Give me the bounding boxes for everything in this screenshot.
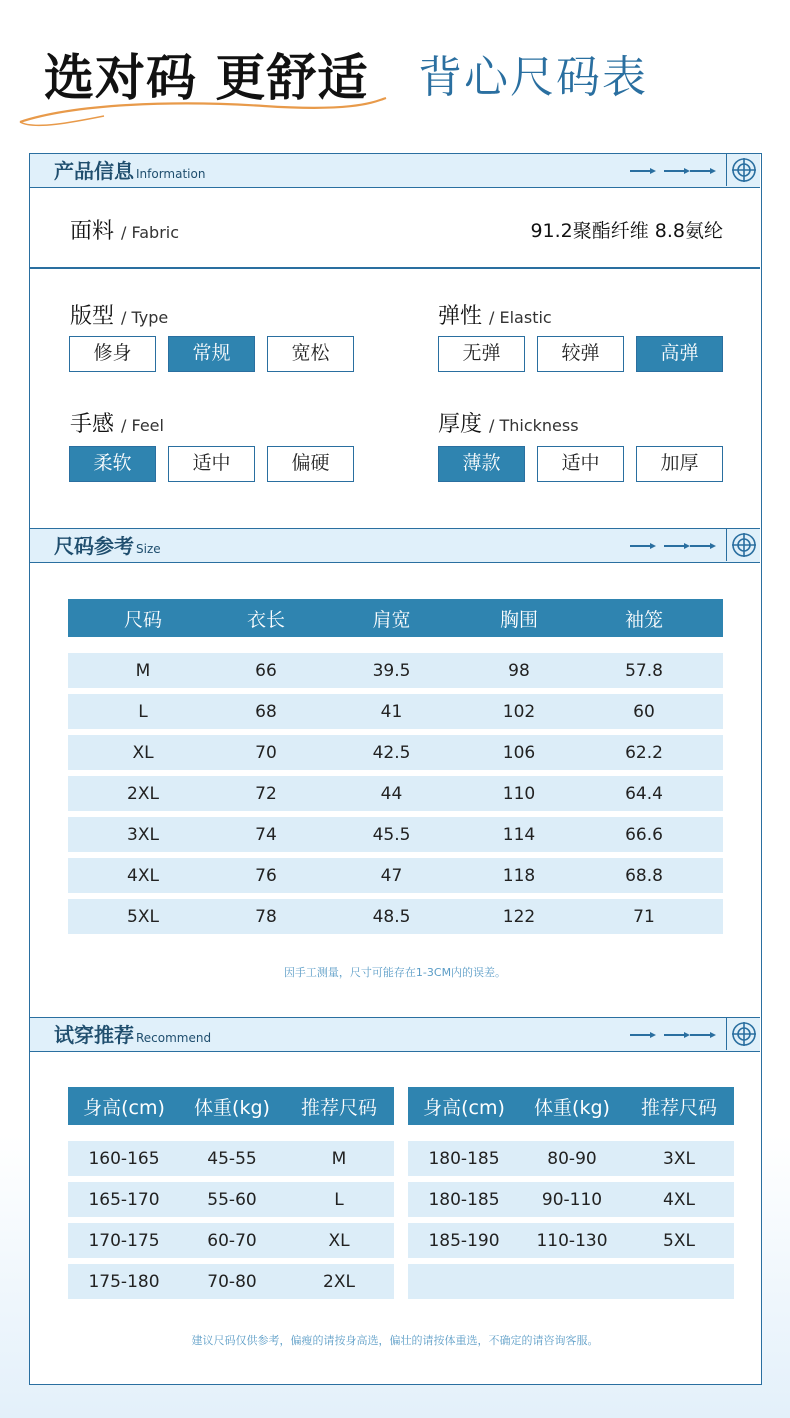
size-table-cell: L (138, 701, 148, 722)
recommend-table-cell: 180-185 (428, 1189, 500, 1210)
type-option-loose[interactable]: 宽松 (267, 336, 354, 372)
type-option-fitted[interactable]: 修身 (69, 336, 156, 372)
size-table-cell: M (135, 660, 151, 681)
size-table-cell: 60 (633, 701, 655, 722)
size-table-cell: 39.5 (372, 660, 411, 681)
size-table-cell: 106 (502, 742, 536, 763)
recommend-table-row (68, 1182, 394, 1217)
size-table-cell: 118 (502, 865, 536, 886)
recommend-table-row (68, 1264, 394, 1299)
size-table-cell: 57.8 (625, 660, 663, 681)
header-cell: 身高(cm) (423, 1096, 505, 1119)
size-table-cell: 122 (502, 906, 536, 927)
feel-option-stiff[interactable]: 偏硬 (267, 446, 354, 482)
size-table-cell: 62.2 (625, 742, 663, 763)
divider (30, 267, 760, 269)
size-table-cell: 44 (380, 783, 403, 804)
size-table-cell: 70 (255, 742, 277, 763)
recommend-table-cell: L (334, 1189, 344, 1210)
recommend-table-header-right (408, 1087, 734, 1125)
size-table-cell: 102 (502, 701, 536, 722)
size-table-cell: 5XL (127, 906, 159, 927)
size-table-cell: 42.5 (372, 742, 411, 763)
size-note: 因手工测量，尺寸可能存在1-3CM内的误差。 (283, 966, 507, 979)
header-cell: 体重(kg) (534, 1096, 610, 1119)
recommend-table-cell: 110-130 (536, 1230, 608, 1251)
size-table-cell: 4XL (127, 865, 159, 886)
header-cell: 衣长 (246, 608, 285, 631)
recommend-table-cell: 185-190 (428, 1230, 500, 1251)
size-table-cell: XL (132, 742, 154, 763)
size-table-cell: 3XL (127, 824, 159, 845)
size-table-cell: 71 (633, 906, 655, 927)
page-header (0, 0, 790, 150)
header-cell: 肩宽 (372, 608, 411, 631)
size-table-cell: 110 (502, 783, 536, 804)
size-table-cell: 66 (255, 660, 277, 681)
header-cell: 袖笼 (624, 608, 663, 631)
recommend-table-cell: M (331, 1148, 347, 1169)
size-table-cell: 45.5 (372, 824, 411, 845)
recommend-table-row (408, 1264, 734, 1299)
size-table-cell: 68 (255, 701, 277, 722)
crosshair-icon (731, 157, 757, 183)
size-table-header (68, 599, 723, 637)
size-table-cell: 78 (255, 906, 277, 927)
feel-label: 手感 / Feel (70, 412, 164, 437)
size-table-row (68, 735, 723, 770)
arrows-icon (630, 1028, 716, 1042)
elastic-option-medium[interactable]: 较弹 (537, 336, 624, 372)
size-table-row (68, 776, 723, 811)
header-cell: 推荐尺码 (300, 1096, 377, 1119)
elastic-label: 弹性 / Elastic (438, 304, 552, 329)
size-table-cell: 76 (255, 865, 277, 886)
recommend-note: 建议尺码仅供参考，偏瘦的请按身高选，偏壮的请按体重选，不确定的请咨询客服。 (191, 1334, 599, 1347)
recommend-table-cell: 80-90 (547, 1148, 597, 1169)
size-table-cell: 68.8 (625, 865, 663, 886)
section-bar-recommend (30, 1017, 760, 1052)
recommend-table-cell: 160-165 (88, 1148, 160, 1169)
header-cell: 尺码 (123, 608, 162, 631)
crosshair-icon (731, 1021, 757, 1047)
feel-option-soft[interactable]: 柔软 (69, 446, 156, 482)
recommend-table-row (68, 1141, 394, 1176)
size-table-cell: 64.4 (625, 783, 663, 804)
size-table-cell: 48.5 (372, 906, 411, 927)
swoosh-decoration (14, 92, 394, 132)
recommend-table-cell: 180-185 (428, 1148, 500, 1169)
recommend-table-cell: 55-60 (207, 1189, 257, 1210)
recommend-table-row (408, 1141, 734, 1176)
fabric-value: 91.2聚酯纤维 8.8氨纶 (530, 220, 723, 242)
size-table-cell: 74 (255, 824, 277, 845)
header-cell: 身高(cm) (83, 1096, 165, 1119)
recommend-table-cell: 175-180 (88, 1271, 160, 1292)
header-cell: 推荐尺码 (640, 1096, 717, 1119)
recommend-table-cell: XL (328, 1230, 350, 1251)
section-bar-info (30, 153, 760, 188)
size-table-row (68, 817, 723, 852)
elastic-option-high[interactable]: 高弹 (636, 336, 723, 372)
recommend-table-cell: 4XL (663, 1189, 695, 1210)
header-cell: 体重(kg) (194, 1096, 270, 1119)
thickness-option-thick[interactable]: 加厚 (636, 446, 723, 482)
recommend-table-row (68, 1223, 394, 1258)
recommend-table-cell: 45-55 (207, 1148, 257, 1169)
size-table-row (68, 653, 723, 688)
crosshair-icon (731, 532, 757, 558)
size-table-cell: 41 (380, 701, 403, 722)
header-cell: 胸围 (499, 608, 538, 631)
recommend-table-header-left (68, 1087, 394, 1125)
thickness-label: 厚度 / Thickness (438, 412, 579, 437)
elastic-option-none[interactable]: 无弹 (438, 336, 525, 372)
section-bar-size (30, 528, 760, 563)
recommend-table-cell: 170-175 (88, 1230, 160, 1251)
size-card (29, 153, 762, 1385)
crosshair-badge (726, 154, 760, 186)
recommend-table-cell: 60-70 (207, 1230, 257, 1251)
size-table-row (68, 858, 723, 893)
size-table-row (68, 694, 723, 729)
section-title-size: 尺码参考 Size (54, 534, 161, 558)
thickness-option-medium[interactable]: 适中 (537, 446, 624, 482)
size-table-cell: 72 (255, 783, 277, 804)
recommend-table-cell: 2XL (323, 1271, 355, 1292)
size-table-cell: 2XL (127, 783, 159, 804)
size-table-row (68, 899, 723, 934)
type-option-regular[interactable]: 常规 (168, 336, 255, 372)
recommend-table-cell: 3XL (663, 1148, 695, 1169)
size-table-cell: 98 (508, 660, 530, 681)
recommend-table-row (408, 1182, 734, 1217)
recommend-table-row (408, 1223, 734, 1258)
recommend-table-cell: 5XL (663, 1230, 695, 1251)
feel-option-medium[interactable]: 适中 (168, 446, 255, 482)
crosshair-badge (726, 529, 760, 561)
type-label: 版型 / Type (70, 304, 169, 329)
recommend-table-cell: 70-80 (207, 1271, 257, 1292)
size-table-cell: 66.6 (625, 824, 663, 845)
section-title-info: 产品信息 Information (54, 158, 206, 183)
size-table-cell: 114 (502, 824, 536, 845)
recommend-table-cell: 165-170 (88, 1189, 160, 1210)
recommend-table-cell: 90-110 (541, 1189, 603, 1210)
sub-title: 背心尺码表 (418, 52, 648, 103)
section-title-recommend: 试穿推荐 Recommend (54, 1023, 212, 1047)
arrows-icon (630, 539, 716, 553)
thickness-option-thin[interactable]: 薄款 (438, 446, 525, 482)
arrows-icon (630, 164, 716, 178)
fabric-label: 面料 / Fabric (70, 219, 180, 244)
crosshair-badge (726, 1018, 760, 1050)
size-table-cell: 47 (380, 865, 403, 886)
main-title: 选对码 更舒适 (44, 49, 369, 107)
